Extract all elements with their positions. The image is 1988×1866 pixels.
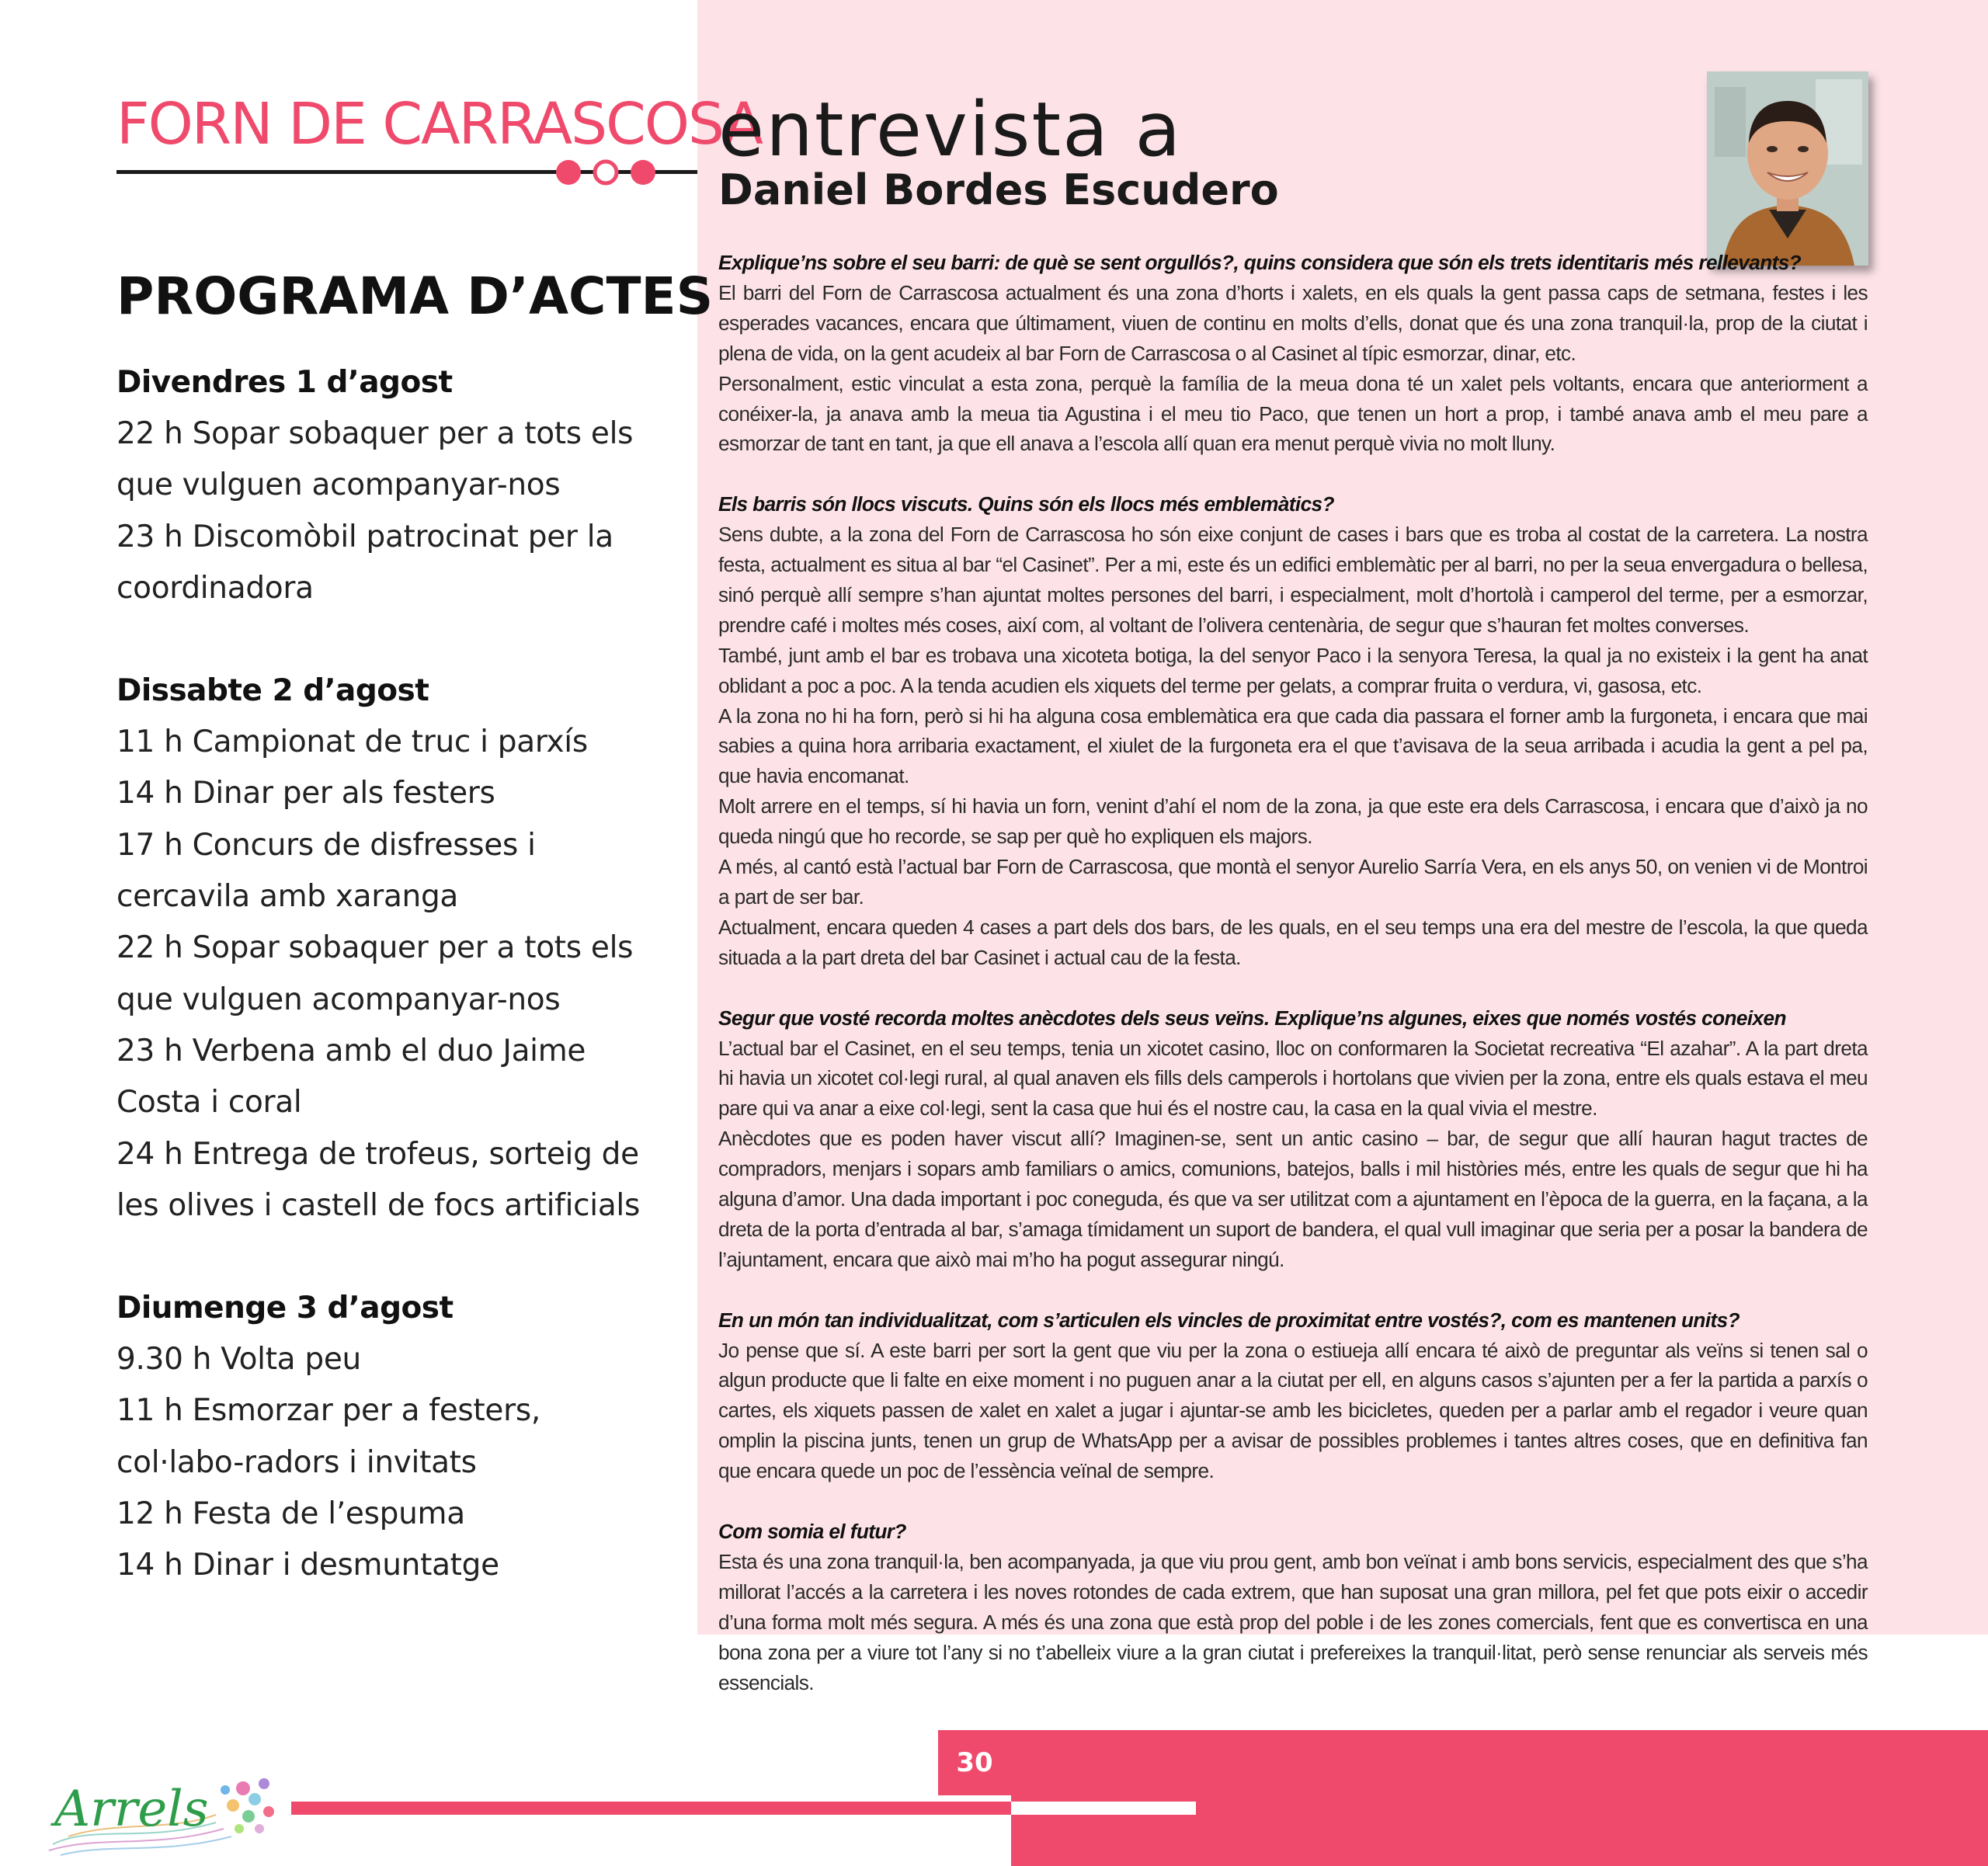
interview-label: entrevista a — [718, 86, 1183, 173]
program-event: 23 h Discomòbil patrocinat per la coordinadora — [116, 519, 613, 606]
title-dots-icon — [553, 157, 659, 188]
program-day — [116, 357, 676, 614]
interview-question: Els barris són llocs viscuts. Quins són els llocs més emblemàtics? — [718, 492, 1334, 516]
program-event: 23 h Verbena amb el duo Jaime Costa i coral — [116, 1033, 586, 1121]
interview-question: Explique’ns sobre el seu barri: de què se sent orgullós?, quins considera que són els trets identitaris més rellevants? — [718, 251, 1802, 274]
interview-answer: Sens dubte, a la zona del Forn de Carrascosa ho són eixe conjunt de cases i bars que es troba al costat de la carretera. La nostra festa, actualment es situa al bar “el Casinet”. Per a mi, este és un edifici emblemàtic per al barri, no per la seua envergadura o bellesa, sinó perquè allí sempre s’han ajuntat moltes persones del barri, i especialment, molt d’hortolà i camperol del terme, per a esmorzar, prendre café i moltes més coses, així com, al voltant de l’olivera centenària, de segur que s’hauran fet moltes converses. — [718, 523, 1868, 637]
program-event: 14 h Dinar per als festers — [116, 776, 495, 811]
interview-question: Com somia el futur? — [718, 1520, 906, 1543]
interview-answer: A més, al cantó està l’actual bar Forn de Carrascosa, que montà el senyor Aurelio Sarría Vera, en els anys 50, on venien vi de Montroi a part de ser bar. — [718, 855, 1868, 909]
qa-block — [718, 1003, 1868, 1275]
interview-answer: L’actual bar el Casinet, en el seu temps, tenia un xicotet casino, lloc on conformaren la Societat recreativa “El azahar”. A la part dreta hi havia un xicotet col·legi rural, al qual anaven els fills dels camperols i hortolans que vivien per la zona, entre els quals estava el meu pare qui va anar a eixe col·legi, sent la casa que hui és el nostre cau, la casa en la qual vivia el mestre. — [718, 1036, 1868, 1121]
qa-block — [718, 1305, 1868, 1486]
interview-body — [718, 248, 1868, 1728]
program-event: 12 h Festa de l’espuma — [116, 1496, 465, 1532]
program-event: 24 h Entrega de trofeus, sorteig de les olives i castell de focs artificials — [116, 1136, 640, 1223]
interview-answer: També, junt amb el bar es trobava una xicoteta botiga, la del senyor Paco i la senyora Teresa, la qual ja no existeix i la gent ha anat oblidant a poc a poc. A la tenda acudien els xiquets del terme per gelats, a comprar fruita o verdura, vi, gasosa, etc. — [718, 643, 1868, 697]
interview-answer: Jo pense que sí. A este barri per sort la gent que viu per la zona o estiueja allí encara té això de preguntar als veïns si tenen sal o algun producte que li falte en eixe moment i no puguen anar a la ciutat per ell, en alguns casos s’ajunten per a fer la partida a parxís o cartes, els xiquets passen de xalet en xalet a jugar i ajuntar-se amb les bicicletes, queden per a parlar amb el regador i veure quan omplin la piscina junts, tenen un grup de WhatsApp per a avisar de possibles problemes i tantes altres coses, que en definitiva fan que encara quede un poc de l’essència veïnal de sempre. — [718, 1338, 1868, 1483]
interview-question: En un món tan individualitzat, com s’articulen els vincles de proximitat entre vostés?, com es mantenen units? — [718, 1308, 1740, 1332]
interview-answer: Anècdotes que es poden haver viscut allí? Imaginen-se, sent un antic casino – bar, de segur que allí hauran hagut tractes de compradors, menjars i sopars amb familiars o amics, comunions, batejos, balls i mil històries més, entre les quals de segur que hi ha alguna d’amor. Una dada important i poc coneguda, és que va ser utilitzat com a ajuntament en l’època de la guerra, en la façana, a la dreta de la porta d’entrada al bar, s’amaga tímidament un suport de bandera, el qual vull imaginar que seria per a posar la bandera de l’ajuntament, encara que això mai m’ho ha pogut assegurar ningú. — [718, 1127, 1868, 1271]
qa-block — [718, 1517, 1868, 1697]
arrels-logo — [22, 1751, 286, 1860]
program-event: 9.30 h Volta peu — [116, 1342, 361, 1378]
interviewee-photo — [1707, 71, 1868, 266]
logo-text: Arrels — [54, 1781, 209, 1838]
interview-answer: El barri del Forn de Carrascosa actualment és una zona d’horts i xalets, en els quals la gent passa caps de setmana, festes i les esperades vacances, encara que últimament, viuen de continu en molts d’ells, donat que és una zona tranquil·la, prop de la ciutat i plena de vida, on la gent acudeix al bar Forn de Carrascosa o al Casinet al típic esmorzar, dinar, etc. — [718, 280, 1868, 365]
footer-line-gap — [1011, 1802, 1196, 1815]
program-list — [116, 357, 676, 1643]
qa-block — [718, 489, 1868, 973]
program-event: 17 h Concurs de disfresses i cercavila amb xaranga — [116, 827, 536, 915]
interview-answer: Esta és una zona tranquil·la, ben acompanyada, ja que viu prou gent, amb bon veïnat i amb bons servicis, especialment des que s’ha millorat l’accés a la carretera i les noves rotondes de cada extrem, que han suposat una gran millora, pel fet que pots eixir o accedir d’una forma molt més segura. A més és una zona que està prop del poble i de les zones comercials, fent que es convertisca en una bona zona per a viure tot l’any si no t’abelleix viure a la gran ciutat i prefereixes la tranquil·litat, però sense renunciar als serveis més essencials. — [718, 1549, 1868, 1694]
program-event: 22 h Sopar sobaquer per a tots els que vulguen acompanyar-nos — [116, 416, 634, 503]
day-title: Diumenge 3 d’agost — [116, 1291, 454, 1326]
program-day — [116, 1283, 676, 1591]
interview-answer: A la zona no hi ha forn, però si hi ha alguna cosa emblemàtica era que cada dia passara el forner amb la furgoneta, i encara que mai sabies a quina hora arribaria exactament, el xiulet de la furgoneta era el que t’avisava de la seua arribada i acudia la gent a pel pa, que havia encomanat. — [718, 704, 1868, 788]
interviewee-name: Daniel Bordes Escudero — [718, 165, 1279, 214]
day-title: Divendres 1 d’agost — [116, 365, 453, 400]
section-title: FORN DE CARRASCOSA — [116, 91, 762, 158]
program-event: 11 h Esmorzar per a festers, col·labo-radors i invitats — [116, 1393, 540, 1480]
interview-answer: Molt arrere en el temps, sí hi havia un forn, venint d’ahí el nom de la zona, ja que este era dels Carrascosa, i encara que d’això ja no queda ningú que ho recorde, se sap per què ho expliquen els majors. — [718, 794, 1868, 849]
qa-block — [718, 248, 1868, 459]
program-event: 14 h Dinar i desmuntatge — [116, 1548, 499, 1583]
program-heading: PROGRAMA D’ACTES — [116, 266, 714, 326]
interview-answer: Actualment, encara queden 4 cases a part dels dos bars, de les quals, en el seu temps una era del mestre de l’escola, la que queda situada a la part dreta del bar Casinet i actual cau de la festa. — [718, 915, 1868, 969]
program-day — [116, 665, 676, 1232]
footer-band — [1011, 1730, 1988, 1866]
page-number: 30 — [938, 1730, 1011, 1795]
program-event: 22 h Sopar sobaquer per a tots els que vulguen acompanyar-nos — [116, 930, 634, 1017]
day-title: Dissabte 2 d’agost — [116, 673, 429, 709]
portrait-icon — [1707, 71, 1868, 266]
interview-question: Segur que vosté recorda moltes anècdotes dels seus veïns. Explique’ns algunes, eixes que només vostés coneixen — [718, 1006, 1786, 1030]
interview-answer: Personalment, estic vinculat a esta zona, perquè la família de la meua dona té un xalet pels voltants, encara que anteriorment a conéixer-la, ja anava amb la meua tia Agustina i el meu tio Paco, que tenen un hort a prop, i també anava amb el meu pare a esmorzar de tant en tant, ja que ell anava a l’escola allí quan era menut perquè vivia no molt lluny. — [718, 371, 1868, 456]
program-event: 11 h Campionat de truc i parxís — [116, 725, 588, 760]
